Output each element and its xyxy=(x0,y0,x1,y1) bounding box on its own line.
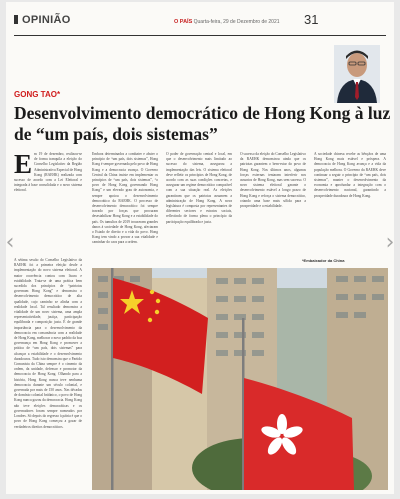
drop-cap: E xyxy=(14,152,33,179)
article-photo xyxy=(92,268,388,490)
chevron-left-icon[interactable]: ‹ xyxy=(5,230,15,255)
lead-text: m 19 de dezembro, realizou-se de forma tranquila a eleição do Conselho Legislativo da Região Administrativa Especial de Hong Kong (RAEHK) realizada com sucesso de acordo com a Lei Eleitoral e integrada à base consolidada e o novo sistema eleitoral. xyxy=(14,152,82,193)
section-title: OPINIÃO xyxy=(22,14,71,26)
author-kicker: GONG TAO* xyxy=(14,90,61,99)
section-label xyxy=(14,14,71,26)
page-header xyxy=(6,2,394,42)
section-bar xyxy=(14,15,18,24)
newspaper-dateline xyxy=(174,19,280,25)
page-number: 31 xyxy=(304,12,319,27)
article-column-1: A sétima sessão do Conselho Legislativo da RAEHK foi a primeira eleição desde a implementação do novo sistema eleitoral. A maior ocorrência contou com lisura e estabilidade. Trata-se de uma prática bem sucedida dos princípios de “patriotas governam Hong Kong” e demonstra o desenvolvimento democrático de alta qualidade, cujo caminho se alinha com a realidade local. Tal resultado demonstra a vitalidade de um novo sistema, uma ampla representatividade, justiça, participação equilibrada e composição justa. É de grande importância para o desenvolvimento da democracia em consonância com a realidade de Hong Kong, melhorar o novo padrão da boa governança em Hong Kong e promover a prática de “um país, dois sistemas” para alcançar a estabilidade e o desenvolvimento duradouros. Tudo isto demonstra que o Partido Comunista da China sempre é o cimento da ordem, da unidade, defensor e promotor da democracia de Hong Kong. Olhando para a história, Hong Kong nunca teve nenhuma democracia durante um século colonial, e governada por mais de 150 anos. Nas décadas de domínio colonial britânico, o povo de Hong Kong nunca gozou da democracia. Hong Kong não teve eleições democráticas e os governadores foram sempre nomeados por Londres. Só depois do regresso à pátria é que o povo de Hong Kong começou a gozar de verdadeiros direitos democráticos. xyxy=(14,258,82,429)
newspaper-page xyxy=(6,2,394,494)
article-column-5: A sociedade chinesa recebe as bênçãos de uma Hong Kong mais estável e próspera. A democracia de Hong Kong avança e a vida da população melhora. O Governo da RAEHK deve continuar a seguir o princípio de “um país, dois sistemas”, manter o desenvolvimento da economia e aprofundar a integração com o desenvolvimento nacional, garantindo a prosperidade duradoura de Hong Kong. xyxy=(314,152,386,198)
article-column-3: O poder de governação central e local, em que o desenvolvimento mais limitado ao sucesso do sistema, assegurou a implementação das leis. O sistema eleitoral deve refletir os princípios de Hong Kong, de acordo com as suas condições concretas, e assegurar um regime democrático compatível com a sua situação real. As eleições garantiram que os patriotas assumem a administração de Hong Kong. A nova legislatura é composta por representantes de diferentes sectores e estratos sociais, reflectindo de forma plena o princípio da participação equilibrada e justa. xyxy=(166,152,232,224)
author-byline: *Embaixador da China xyxy=(302,258,345,263)
article-headline: Desenvolvimento democrático de Hong Kong à luz de “um país, dois sistemas” xyxy=(14,103,391,144)
article-column-2: Embora determinados a combater e abster o princípio de “um país, dois sistemas”, Hong Kong é sempre governada pelo povo de Hong Kong e a democracia avança. O Governo Central da China insiste em implementar os princípios de “um país, dois sistemas”, “o povo de Hong Kong governando Hong Kong” e um elevado grau de autonomia, e sempre apoiou o desenvolvimento democrático da RAEHK. O processo de desenvolvimento democrático foi sempre travado por forças que procuram desestabilizar Hong Kong e a estabilidade do país. Os tumultos de 2019 trouxeram grandes danos à sociedade de Hong Kong, afectaram o Estado de direito e a vida do povo. Hong Kong tem vindo a provar a sua vitalidade e caminhar do caos para a ordem. xyxy=(92,152,158,245)
issue-date: Quarta-feira, 29 de Dezembro de 2021 xyxy=(193,19,280,25)
lead-paragraph xyxy=(14,152,82,256)
header-rule xyxy=(14,35,386,36)
chevron-right-icon[interactable]: › xyxy=(385,230,395,255)
newspaper-name: O PAÍS xyxy=(174,19,193,25)
author-portrait xyxy=(334,45,380,103)
article-column-4: O sucesso da eleição do Conselho Legislativo da RAEHK demonstrou ainda que os patriotas garantem o bem-estar do povo de Hong Kong. Nos últimos anos, algumas forças externas tentaram interferir nos assuntos de Hong Kong, mas sem sucesso. O novo sistema eleitoral garante o desenvolvimento estável a longo prazo de Hong Kong e reforça o sistema democrático, criando uma base mais sólida para a prosperidade e a estabilidade. xyxy=(240,152,306,209)
